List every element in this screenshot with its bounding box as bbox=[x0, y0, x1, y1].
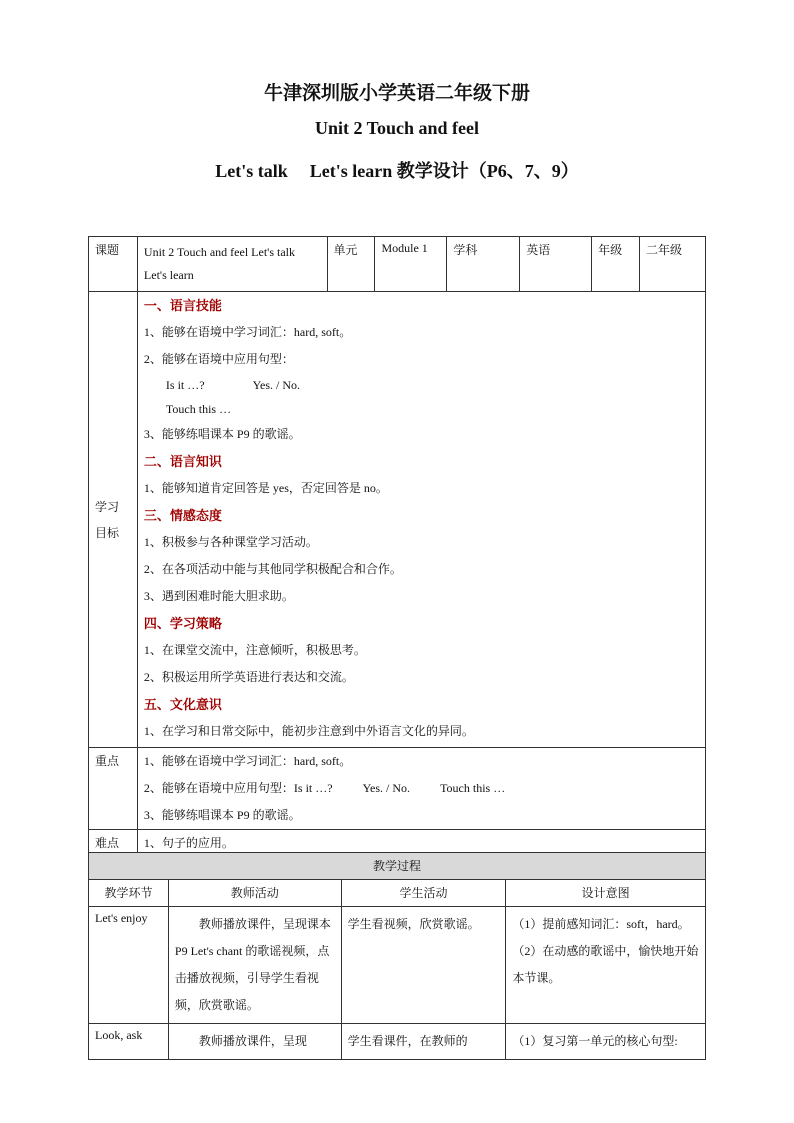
goals-section-culture: 五、文化意识 bbox=[143, 697, 222, 712]
intent-cell: （1）复习第一单元的核心句型: bbox=[506, 1024, 706, 1060]
goals-row bbox=[89, 292, 706, 748]
intent-cell: （1）提前感知词汇：soft，hard。（2）在动感的歌谣中，愉快地开始本节课。 bbox=[506, 907, 706, 1024]
teaching-process-table bbox=[88, 852, 706, 1060]
col-stage: 教学环节 bbox=[89, 880, 169, 907]
lesson-part-learn: Let's learn 教学设计（P6、7、9） bbox=[309, 161, 579, 181]
topic-value: Unit 2 Touch and feel Let's talk Let's learn bbox=[137, 237, 327, 292]
unit-value: Module 1 bbox=[375, 237, 447, 292]
goals-section-skills: 一、语言技能 bbox=[143, 298, 222, 313]
goals-line: 2、在各项活动中能与其他同学积极配合和合作。 bbox=[143, 562, 402, 576]
label-subject: 学科 bbox=[447, 237, 520, 292]
key-pattern-yes-no: Yes. / No. bbox=[362, 781, 411, 795]
pattern-is-it: Is it …? bbox=[165, 378, 205, 392]
goals-section-knowledge: 二、语言知识 bbox=[143, 454, 222, 469]
student-cell: 学生看课件，在教师的 bbox=[341, 1024, 506, 1060]
key-point-line: 1、能够在语境中学习词汇：hard, soft。 bbox=[143, 754, 352, 768]
doc-subtitle-lesson bbox=[0, 157, 794, 183]
info-row bbox=[89, 237, 706, 292]
goals-line: 1、能够在语境中学习词汇：hard, soft。 bbox=[143, 325, 352, 339]
key-point-line: 3、能够练唱课本 P9 的歌谣。 bbox=[143, 808, 301, 822]
doc-title: 牛津深圳版小学英语二年级下册 bbox=[263, 82, 530, 104]
col-intent: 设计意图 bbox=[506, 880, 706, 907]
goals-line: 1、在学习和日常交际中，能初步注意到中外语言文化的异同。 bbox=[143, 724, 474, 738]
goals-line: 2、积极运用所学英语进行表达和交流。 bbox=[143, 670, 354, 684]
process-header-row bbox=[89, 880, 706, 907]
grade-value: 二年级 bbox=[640, 237, 706, 292]
student-cell: 学生看视频，欣赏歌谣。 bbox=[341, 907, 506, 1024]
difficulty-content: 1、句子的应用。 bbox=[137, 830, 705, 858]
lesson-part-talk: Let's talk bbox=[215, 161, 288, 181]
goals-line bbox=[144, 373, 699, 397]
goals-line: 2、能够在语境中应用句型： bbox=[143, 352, 294, 366]
lesson-info-table bbox=[88, 236, 706, 858]
label-key-points: 重点 bbox=[89, 748, 138, 830]
goals-line: Touch this … bbox=[165, 402, 232, 416]
process-row bbox=[89, 1024, 706, 1060]
goals-line: 3、能够练唱课本 P9 的歌谣。 bbox=[143, 427, 301, 441]
col-teacher: 教师活动 bbox=[168, 880, 341, 907]
label-unit: 单元 bbox=[327, 237, 375, 292]
key-pattern-touch: Touch this … bbox=[440, 781, 506, 795]
key-pattern-is-it: 2、能够在语境中应用句型：Is it …? bbox=[143, 781, 333, 795]
label-topic: 课题 bbox=[89, 237, 138, 292]
stage-cell: Let's enjoy bbox=[89, 907, 169, 1024]
label-goals: 学习目标 bbox=[89, 292, 138, 748]
process-title-row bbox=[89, 853, 706, 880]
col-student: 学生活动 bbox=[341, 880, 506, 907]
key-points-content bbox=[137, 748, 705, 830]
goals-section-strategy: 四、学习策略 bbox=[143, 616, 222, 631]
teacher-cell: 教师播放课件，呈现课本 P9 Let's chant 的歌谣视频，点击播放视频，引导学生看视频，欣赏歌谣。 bbox=[168, 907, 341, 1024]
label-difficulty: 难点 bbox=[89, 830, 138, 858]
label-grade: 年级 bbox=[592, 237, 640, 292]
pattern-yes-no: Yes. / No. bbox=[252, 378, 301, 392]
key-points-row bbox=[89, 748, 706, 830]
stage-cell: Look, ask bbox=[89, 1024, 169, 1060]
goals-line: 1、积极参与各种课堂学习活动。 bbox=[143, 535, 318, 549]
goals-section-attitude: 三、情感态度 bbox=[143, 508, 222, 523]
process-title: 教学过程 bbox=[89, 853, 706, 880]
subject-value: 英语 bbox=[520, 237, 592, 292]
teacher-cell: 教师播放课件，呈现 bbox=[168, 1024, 341, 1060]
doc-subtitle-unit: Unit 2 Touch and feel bbox=[314, 118, 480, 138]
key-point-line bbox=[144, 775, 699, 802]
goals-line: 1、能够知道肯定回答是 yes，否定回答是 no。 bbox=[143, 481, 388, 495]
process-row bbox=[89, 907, 706, 1024]
goals-line: 3、遇到困难时能大胆求助。 bbox=[143, 589, 294, 603]
goals-content bbox=[137, 292, 705, 748]
goals-line: 1、在课堂交流中，注意倾听，积极思考。 bbox=[143, 643, 366, 657]
